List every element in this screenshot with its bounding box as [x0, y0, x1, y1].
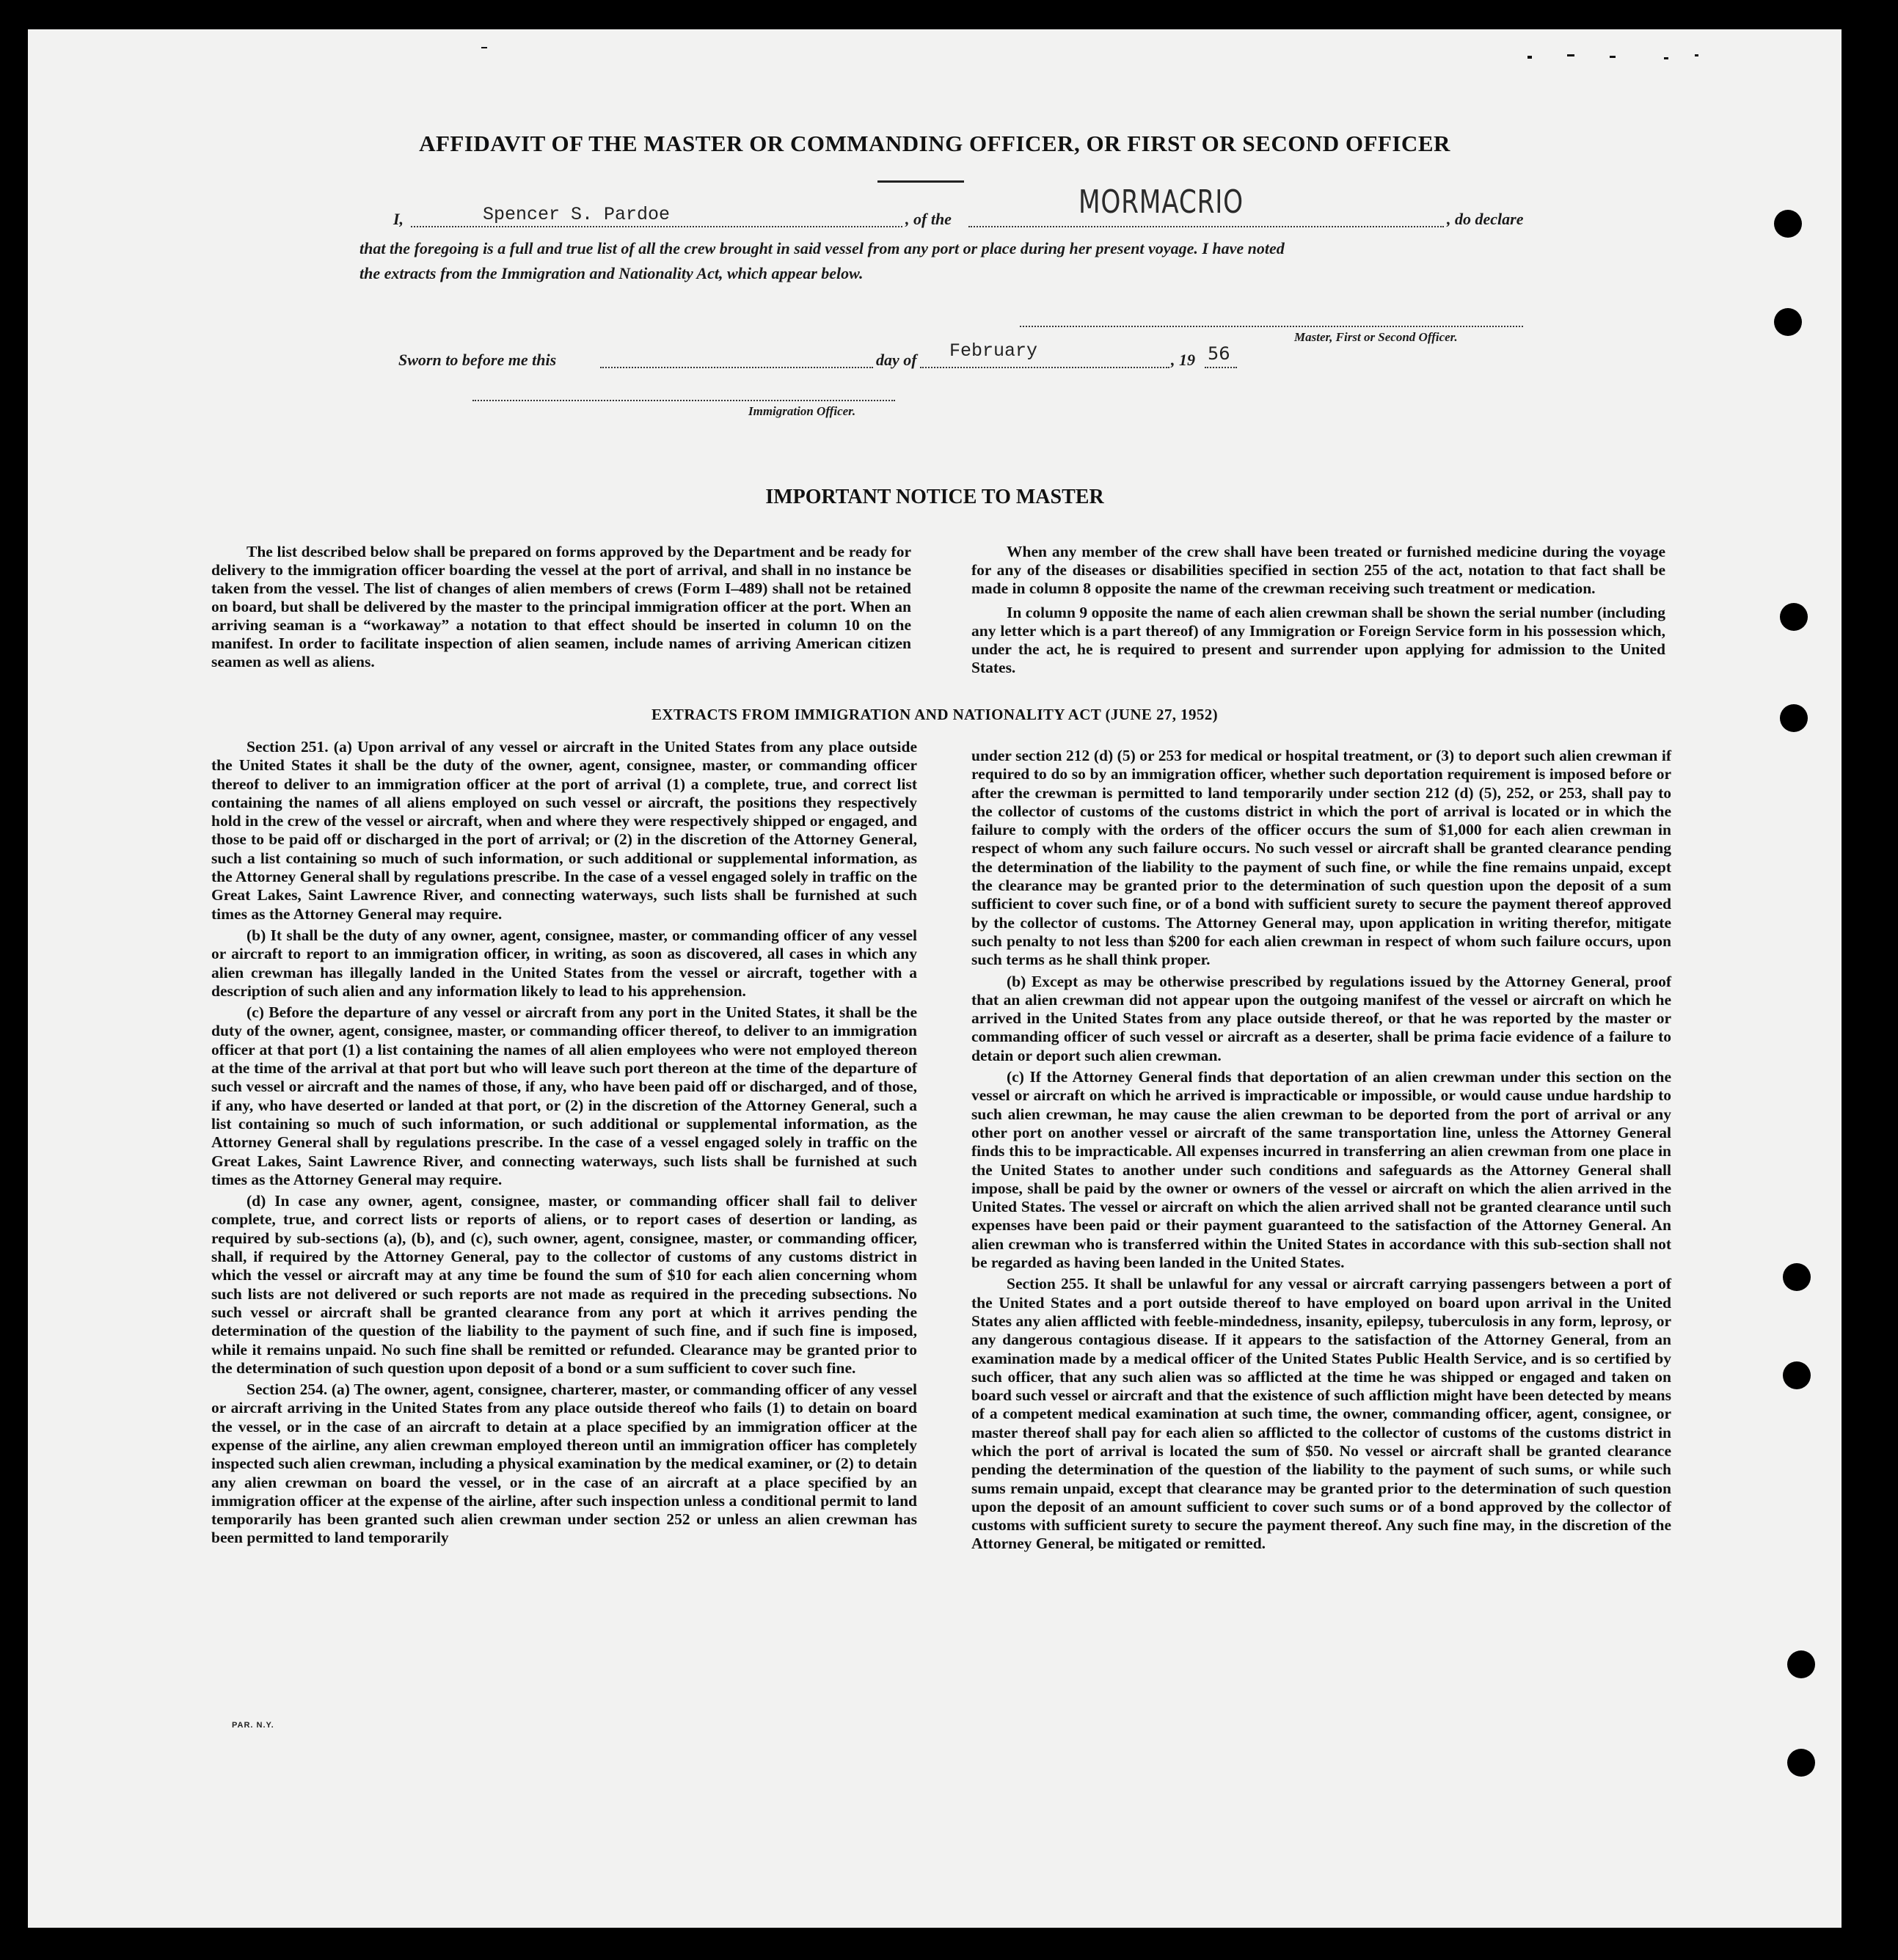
section-251-a: Section 251. (a) Upon arrival of any vessel or aircraft in the United States from any place outside the United States it shall be the duty of the owner, agent, consignee, master, or commanding officer thereof to deliver to an immigration officer at the port of arrival (1) a complete, true, and correct list containing the names of all aliens employed on such vessel or aircraft, the positions they respectively hold in the crew of the vessel or aircraft, when and where they were respectively shipped or engaged, and those to be paid off or discharged in the port of arrival; or (2) in the discretion of the Attorney General, such a list containing so much of such information, or such additional or supplemental information, as the Attorney General shall by regulations prescribe. In the case of a vessel engaged solely in traffic on the Great Lakes, Saint Lawrence River, and connecting waterways, such lists shall be furnished at such times as the Attorney General may require.: [211, 738, 917, 923]
notice-right-paragraph-1: When any member of the crew shall have been treated or furnished medicine during the voyage for any of the diseases or disabilities specified in section 255 of the act, notation to that fact shall be made in column 8 opposite the name of the crewman receiving such treatment or medication.: [971, 543, 1665, 597]
speck-mark: [1610, 56, 1616, 58]
printer-mark: PAR. N.Y.: [232, 1721, 274, 1730]
notice-left-column: [211, 543, 911, 677]
affidavit-title: AFFIDAVIT OF THE MASTER OR COMMANDING OFFICER, OR FIRST OR SECOND OFFICER: [419, 131, 1450, 156]
sworn-day-line: [600, 367, 873, 368]
year-value: 56: [1208, 343, 1230, 364]
notice-left-paragraph: The list described below shall be prepared on forms approved by the Department and be ready for delivery to the immigration officer boarding the vessel at the port of arrival, and shall in no instance be taken from the vessel. The list of changes of alien members of crews (Form I–489) shall not be retained on board, but shall be delivered by the master to the principal immigration officer at the port. When an arriving seaman is a “workaway” a notation to that effect should be inserted in column 10 on the manifest. In order to facilitate inspection of alien seamen, include names of arriving American citizen seamen as well as aliens.: [211, 543, 911, 670]
title-rule: [877, 180, 964, 183]
section-251-d: (d) In case any owner, agent, consignee, master, or commanding officer shall fail to deliver complete, true, and correct lists or reports of aliens, or to report cases of desertion or landing, as required by sub-sections (a), (b), and (c), such owner, agent, consignee, master, or commanding officer, shall, if required by the Attorney General, pay to the collector of customs of any customs district in which the vessel or aircraft may at any time be found the sum of $10 for each alien concerning whom such lists are not delivered or such reports are not made as required in the preceding subsections. No such vessel or aircraft shall be granted clearance from any port at which it arrives pending the determination of the question of the liability to the payment of such fine, and if such fine is imposed, while it remains unpaid. No such fine shall be remitted or refunded. Clearance may be granted prior to the determination of such question upon deposit of a bond or a sum sufficient to cover such fine.: [211, 1192, 917, 1377]
punch-hole: [1787, 1650, 1815, 1678]
section-254-b: (b) Except as may be otherwise prescribed by regulations issued by the Attorney General, proof that an alien crewman did not appear upon the outgoing manifest of the vessel or aircraft on which he arrived in the United States from any place outside thereof, or that he was reported by the master or commanding officer of such vessel or aircraft as a deserter, shall be prima facie evidence of a failure to detain or deport such alien crewman.: [971, 972, 1671, 1064]
vessel-name-stamp: MORMACRIO: [1078, 183, 1244, 221]
officer-name: Spencer S. Pardoe: [483, 204, 671, 225]
vessel-name-line: [968, 226, 1444, 227]
immigration-officer-label: Immigration Officer.: [748, 404, 856, 418]
speck-mark: [1527, 56, 1532, 59]
punch-hole: [1787, 1749, 1815, 1777]
officer-name-line: [411, 226, 902, 227]
month-line: [920, 367, 1169, 368]
notice-heading: IMPORTANT NOTICE TO MASTER: [765, 486, 1104, 508]
month-value: February: [949, 340, 1038, 362]
section-251-c: (c) Before the departure of any vessel or aircraft from any port in the United States, it shall be the duty of the owner, agent, consignee, master, or commanding officer thereof, to deliver to an immigration officer at that port (1) a list containing the names of all alien employees who were not employed thereon at the time of the arrival at that port but who will leave such port thereon at the time of the departure of such vessel or aircraft and the names of those, if any, who have been paid off or discharged, and of those, if any, who have deserted or landed at that port, or (2) in the discretion of the Attorney General, such a list containing so much of such information, or such additional or supplemental information, as the Attorney General shall by regulations prescribe. In the case of a vessel engaged solely in traffic on the Great Lakes, Saint Lawrence River, and connecting waterways, such lists shall be furnished at such times as the Attorney General may require.: [211, 1003, 917, 1188]
document-page: [28, 29, 1842, 1928]
declare-label: , do declare: [1447, 210, 1524, 228]
year-prefix: , 19: [1171, 351, 1195, 369]
year-line: [1205, 367, 1237, 368]
punch-hole: [1780, 704, 1808, 732]
punch-hole: [1783, 1263, 1811, 1291]
day-of-label: day of: [876, 351, 917, 369]
master-signature-line: [1020, 326, 1523, 327]
immigration-signature-line: [472, 400, 895, 401]
declaration-line-2: the extracts from the Immigration and Nationality Act, which appear below.: [359, 264, 864, 282]
extracts-heading: EXTRACTS FROM IMMIGRATION AND NATIONALITY ACT (JUNE 27, 1952): [651, 706, 1219, 723]
punch-hole: [1780, 603, 1808, 631]
punch-hole: [1783, 1361, 1811, 1389]
section-254-a-continued: under section 212 (d) (5) or 253 for medical or hospital treatment, or (3) to deport such alien crewman if required to do so by an immigration officer, whether such deportation requirement is imposed before or after the crewman is permitted to land temporarily under section 212 (d) (5), 252, or 253, shall pay to the collector of customs of the customs district in which the port of arrival is located or in which the failure to comply with the orders of the officer occurs the sum of $1,000 for each alien crewman in respect of whom any such failure occurs. No such vessel or aircraft shall be granted clearance pending the determination of the liability to the payment of such fine, or while the fine remains unpaid, except the clearance may be granted prior to the determination of such question upon the deposit of a sum sufficient to cover such fine, or of a bond with sufficient surety to secure the payment thereof approved by the collector of customs. The Attorney General may, upon application in writing therefor, mitigate such penalty to not less than $200 for each alien crewman in respect of whom such failure occurs, upon such terms as he shall think proper.: [971, 747, 1671, 969]
master-label: Master, First or Second Officer.: [1294, 330, 1458, 344]
declaration-line-1: that the foregoing is a full and true list of all the crew brought in said vessel from any port or place during her present voyage. I have noted: [359, 239, 1285, 257]
speck-mark: [1664, 57, 1668, 59]
speck-mark: [1695, 54, 1698, 56]
section-254-c: (c) If the Attorney General finds that deportation of an alien crewman under this section on the vessel or aircraft on which he arrived is impracticable or impossible, or would cause undue hardship to such alien crewman, he may cause the alien crewman to be deported from the port of arrival or any other port on another vessel or aircraft of the same transportation line, unless the Attorney General finds this to be impracticable. All expenses incurred in transferring an alien crewman from one place in the United States to another under such conditions and safeguards as the Attorney General shall impose, shall be paid by the owner or owners of the vessel or aircraft on which the alien arrived in the United States. The vessel or aircraft on which the alien arrived shall not be granted clearance until such expenses have been paid or their payment guaranteed to the satisfaction of the Attorney General. An alien crewman who is transferred within the United States in accordance with this sub-section shall not be regarded as having been landed in the United States.: [971, 1068, 1671, 1272]
extracts-left-column: [211, 738, 917, 1551]
of-the-label: , of the: [905, 210, 952, 228]
notice-right-paragraph-2: In column 9 opposite the name of each alien crewman shall be shown the serial number (including any letter which is a part thereof) of any Immigration or Foreign Service form in his possession which, under the act, he is required to present and surrender upon applying for admission to the United States.: [971, 604, 1665, 676]
speck-mark: [481, 47, 487, 48]
section-254-a: Section 254. (a) The owner, agent, consignee, charterer, master, or commanding officer of any vessel or aircraft arriving in the United States from any place outside thereof who fails (1) to detain on board the vessel, or in the case of an aircraft to detain at a place specified by an immigration officer at the expense of the airline, any alien crewman employed thereon until an immigration officer has completely inspected such alien crewman, including a physical examination by the medical examiner, or (2) to detain any alien crewman on board the vessel, or in the case of an aircraft at a place specified by an immigration officer at the expense of the airline, after such inspection unless a conditional permit to land temporarily has been granted such alien crewman under section 252 or unless an alien crewman has been permitted to land temporarily: [211, 1381, 917, 1547]
i-label: I,: [393, 210, 404, 228]
sworn-label: Sworn to before me this: [398, 351, 557, 369]
punch-hole: [1774, 210, 1802, 238]
section-251-b: (b) It shall be the duty of any owner, agent, consignee, master, or commanding officer of any vessel or aircraft to report to an immigration officer, in writing, as soon as discovered, all cases in which any alien crewman has illegally landed in the United States from the vessel or aircraft, together with a description of such alien and any information likely to lead to his apprehension.: [211, 926, 917, 1000]
section-255: Section 255. It shall be unlawful for any vessal or aircraft carrying passengers between a port of the United States and a port outside thereof to have employed on board upon arrival in the United States any alien afflicted with feeble-mindedness, insanity, epilepsy, tuberculosis in any form, leprosy, or any dangerous contagious disease. If it appears to the satisfaction of the Attorney General, from an examination made by a medical officer of the United States Public Health Service, and is so certified by such officer, that any such alien was so afflicted at the time he was shipped or engaged and taken on board such vessel or aircraft and that the existence of such affliction might have been detected by means of a competent medical examination at such time, the owner, commanding officer, agent, consignee, or master thereof shall pay for each alien so afflicted to the collector of customs of the customs district in which the port of arrival is located the sum of $50. No vessel or aircraft shall be granted clearance pending the determination of the question of the liability to the payment of such sums, or while such sums remain unpaid, except that clearance may be granted prior to the determination of such question upon the deposit of an amount sufficient to cover such sums or of a bond approved by the collector of customs with sufficient surety to secure the payment thereof. Any such fine may, in the discretion of the Attorney General, be mitigated or remitted.: [971, 1275, 1671, 1553]
extracts-right-column: [971, 747, 1671, 1557]
punch-hole: [1774, 308, 1802, 336]
speck-mark: [1567, 54, 1574, 56]
notice-right-column: [971, 543, 1665, 683]
